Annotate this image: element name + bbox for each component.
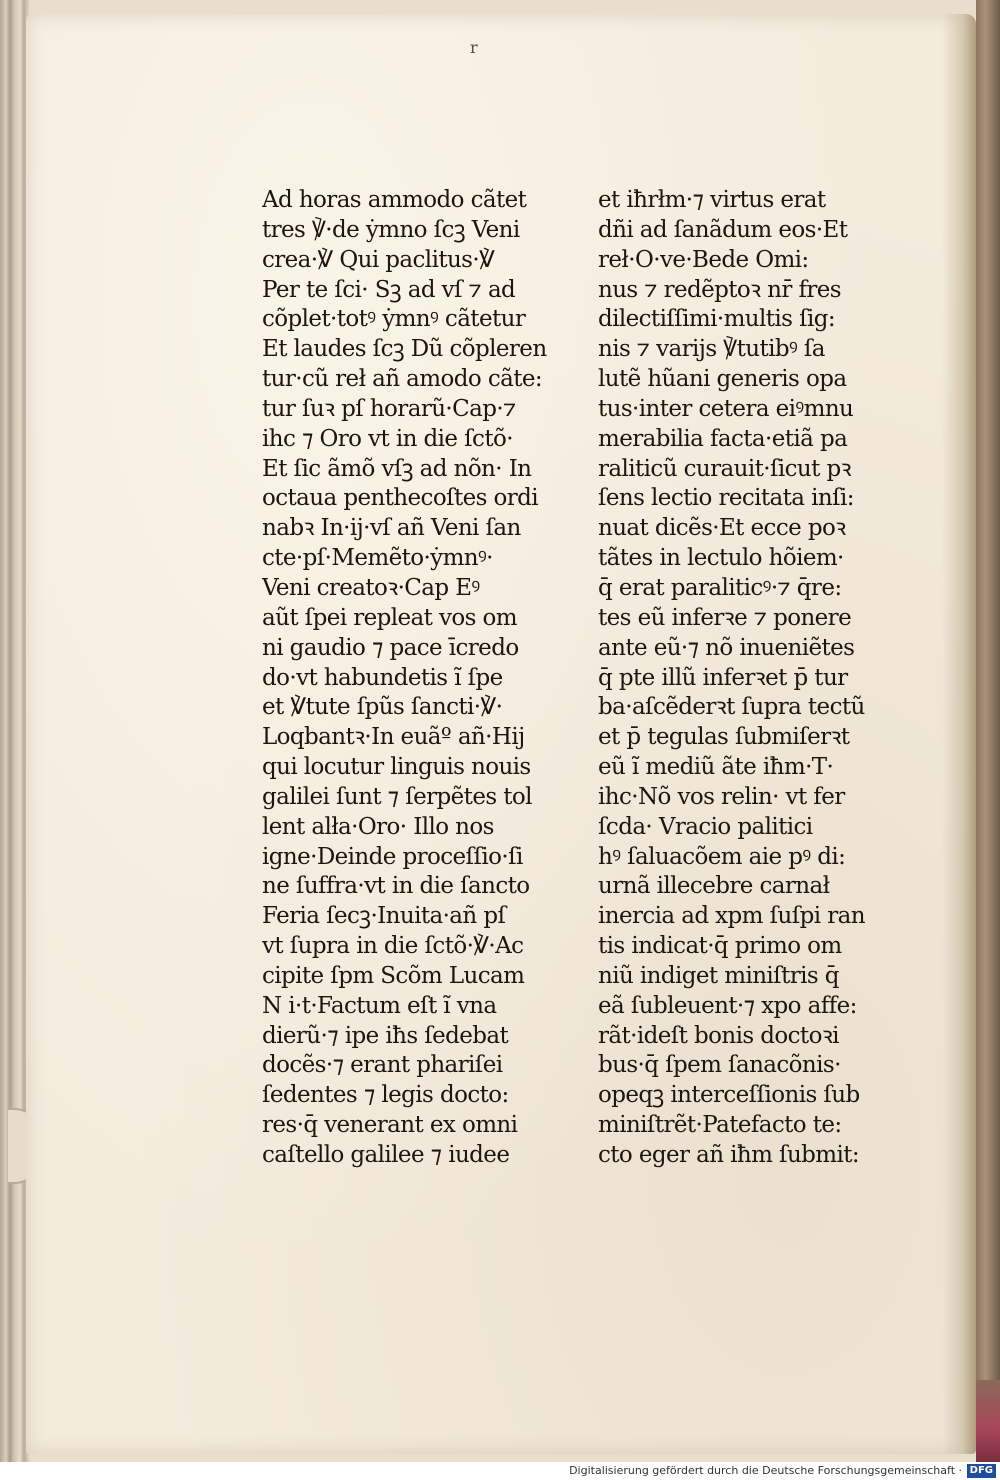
- text-line: Veni creatoꝛ·Cap Eꝰ: [262, 574, 480, 601]
- text-line: tis indicat·q̄ primo om: [598, 933, 842, 960]
- text-line: ſcda· Vracio palitici: [598, 813, 813, 840]
- text-line: merabilia facta·etiã pa: [598, 425, 848, 452]
- text-line: ihc ⁊ Oro vt in die ſctõ·: [262, 425, 513, 452]
- text-line: tres ℣·de ẏmno ſcꝫ Veni: [262, 216, 520, 243]
- text-line: reł·O·ve·Bede Omi:: [598, 246, 809, 273]
- right-text-column: [598, 186, 884, 1171]
- text-line: tur·cũ reł añ amodo cãte:: [262, 366, 543, 393]
- text-line: raliticũ curauit·ſicut pꝛ: [598, 455, 851, 482]
- text-line: Feria ſecꝫ·Inuita·añ pſ: [262, 903, 506, 930]
- text-line: ſedentes ⁊ legis docto:: [262, 1082, 509, 1109]
- text-line: aũt ſpei repleat vos om: [262, 604, 517, 631]
- text-line: igne·Deinde proceſſio·ſi: [262, 843, 523, 870]
- text-line: Ad horas ammodo cãtet: [262, 187, 527, 213]
- text-line: opeqꝫ interceſſionis ſub: [598, 1082, 860, 1109]
- text-line: ne ſuffra·vt in die ſancto: [262, 873, 530, 900]
- text-line: hꝰ ſaluacõem aie pꝰ di:: [598, 843, 846, 870]
- text-line: dñi ad ſanãdum eos·Et: [598, 216, 848, 243]
- text-line: et p̄ tegulas ſubmiſerꝛt: [598, 724, 850, 751]
- text-line: cipite ſpm Scõm Lucam: [262, 962, 525, 989]
- text-line: lent alła·Oro· Illo nos: [262, 813, 494, 840]
- text-line: urnã illecebre carnał: [598, 873, 830, 900]
- text-line: eã ſubleuent·⁊ xpo affe:: [598, 992, 857, 1019]
- footer-credit: Digitalisierung gefördert durch die Deutsche Forschungsgemeinschaft ·: [569, 1464, 962, 1477]
- text-line: Per te ſci· Sꝫ ad vſ ⁊ ad: [262, 276, 516, 303]
- binding-red-edge: [976, 1380, 1000, 1462]
- text-line: nus ⁊ redẽptoꝛ nr̄ fres: [598, 276, 842, 303]
- text-line: galilei ſunt ⁊ ſerpẽtes tol: [262, 783, 532, 810]
- text-line: cte·pſ·Memẽto·ẏmnꝰ·: [262, 545, 493, 572]
- text-line: caſtello galilee ⁊ iudee: [262, 1142, 510, 1168]
- text-line: Et laudes ſcꝫ Dũ cõpleren: [262, 336, 547, 363]
- text-line: rãt·ideſt bonis doctoꝛi: [598, 1022, 839, 1049]
- text-line: eũ ĩ mediũ ãte iħm·T·: [598, 754, 834, 781]
- text-line: ante eũ·⁊ nõ inueniẽtes: [598, 634, 855, 661]
- text-line: do·vt habundetis ĩ ſpe: [262, 664, 503, 691]
- text-line: octaua penthecoſtes ordi: [262, 485, 539, 512]
- text-line: crea·℣ Qui paclitus·℣: [262, 246, 495, 273]
- binding-edge: [976, 0, 1000, 1462]
- text-line: tãtes in lectulo hõiem·: [598, 545, 844, 572]
- text-line: lutẽ hũani generis opa: [598, 366, 847, 393]
- text-line: vt ſupra in die ſctõ·℣·Ac: [262, 933, 524, 960]
- text-line: dierũ·⁊ ipe iħs ſedebat: [262, 1022, 509, 1049]
- text-line: nis ⁊ varijs ℣tutibꝰ ſa: [598, 336, 825, 363]
- text-line: tus·inter cetera eiꝰmnu: [598, 395, 854, 422]
- text-line: docẽs·⁊ erant phariſei: [262, 1052, 503, 1079]
- text-line: cõplet·totꝰ ẏmnꝰ cãtetur: [262, 306, 526, 333]
- text-line: cto eger añ iħm ſubmit:: [598, 1142, 860, 1168]
- text-line: nuat dicẽs·Et ecce poꝛ: [598, 515, 846, 542]
- text-line: q̄ pte illũ inferꝛet p̄ tur: [598, 664, 848, 691]
- page-gutter: [942, 14, 976, 1454]
- left-text-column: [262, 186, 554, 1171]
- text-line: N i·t·Factum eſt ĩ vna: [262, 992, 497, 1019]
- text-line: tes eũ inferꝛe ⁊ ponere: [598, 604, 852, 631]
- text-line: Et ſic ãmõ vſꝫ ad nõn· In: [262, 455, 532, 482]
- text-line: q̄ erat paraliticꝰ·⁊ q̄re:: [598, 574, 842, 601]
- text-line: niũ indiget miniſtris q̄: [598, 962, 839, 989]
- text-line: miniſtrẽt·Patefacto te:: [598, 1112, 842, 1139]
- text-line: bus·q̄ ſpem ſanacõnis·: [598, 1052, 841, 1079]
- text-line: inercia ad xpm ſuſpi ran: [598, 903, 865, 930]
- text-line: et iħrłm·⁊ virtus erat: [598, 187, 826, 213]
- text-line: Loqbantꝛ·In euãº añ·Hij: [262, 724, 525, 751]
- dfg-logo: DFG: [967, 1464, 996, 1478]
- text-line: ihc·Nõ vos relin· vt fer: [598, 783, 845, 810]
- text-line: qui locutur linguis nouis: [262, 754, 531, 781]
- text-line: res·q̄ venerant ex omni: [262, 1112, 518, 1139]
- text-line: ba·aſcẽderꝛt ſupra tectũ: [598, 694, 865, 721]
- text-line: ni gaudio ⁊ pace īcredo: [262, 634, 519, 661]
- text-line: ſens lectio recitata inſi:: [598, 485, 854, 512]
- text-line: tur ſuꝛ pſ horarũ·Cap·⁊: [262, 395, 516, 422]
- text-line: nabꝛ In·ij·vſ añ Veni ſan: [262, 515, 521, 542]
- folio-mark: r: [470, 38, 478, 57]
- text-line: et ℣tute ſpũs ſancti·℣·: [262, 694, 503, 721]
- text-line: dilectiſſimi·multis ſig:: [598, 306, 836, 333]
